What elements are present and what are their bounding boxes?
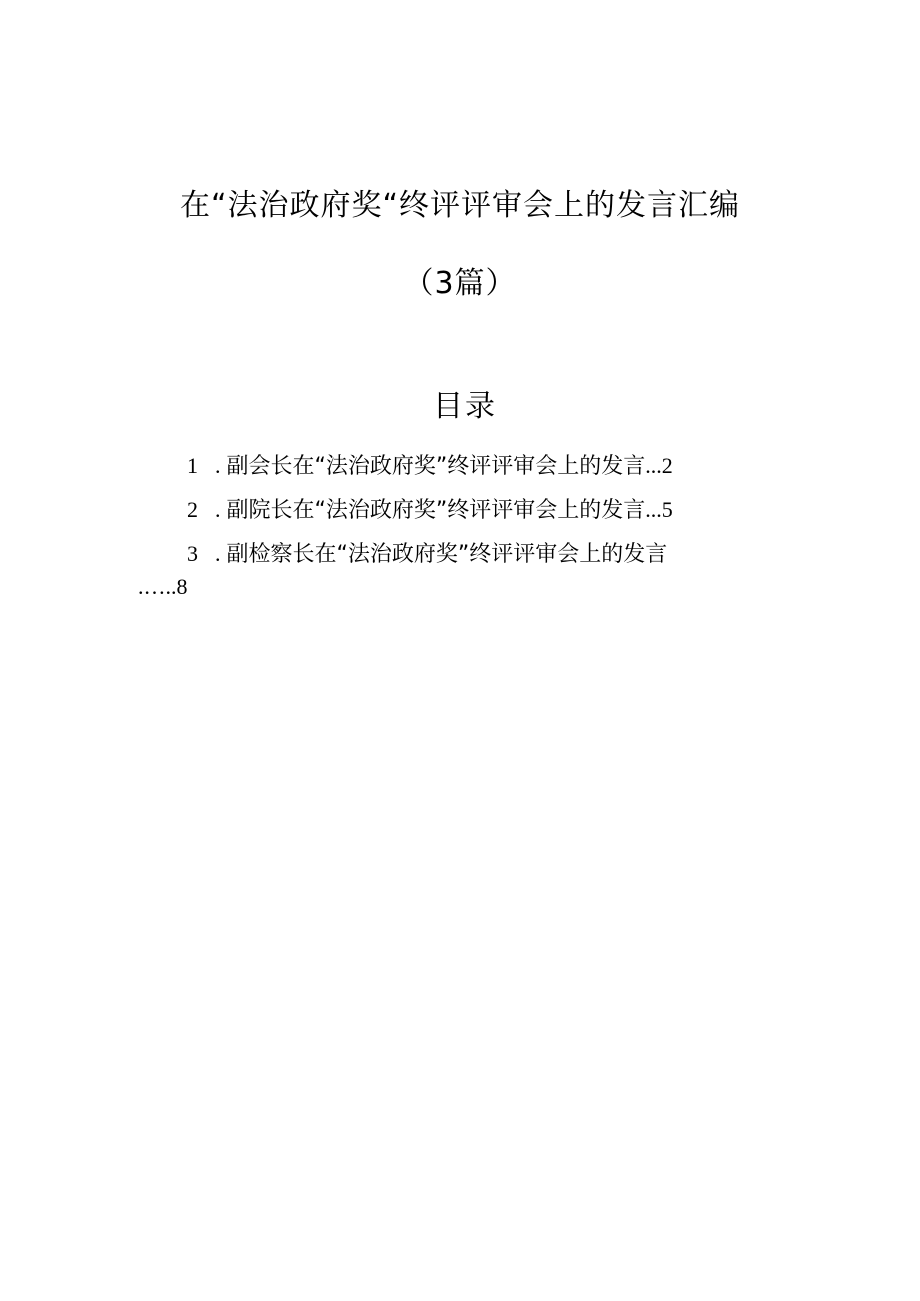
toc-entry-number: 3: [187, 541, 198, 566]
toc-entry-page: 2: [661, 453, 673, 478]
toc-entry-text: 副会长在“法治政府奖”终评评审会上的发言: [226, 454, 646, 479]
toc-entry-page: 8: [176, 574, 188, 599]
toc-entry-separator: .: [215, 453, 221, 478]
toc-entry-separator: .: [215, 541, 221, 566]
toc-heading: 目录: [433, 389, 497, 424]
toc-entry-2[interactable]: [187, 496, 673, 525]
document-title: 在“法治政府奖“终评评审会上的发言汇编: [179, 188, 741, 223]
toc-entry-3[interactable]: [187, 540, 667, 569]
toc-entry-leader: ...: [645, 453, 662, 478]
toc-entry-3-continuation: [138, 573, 188, 601]
toc-entry-number: 1: [187, 453, 198, 478]
toc-entry-page: 5: [661, 497, 673, 522]
toc-entry-text: 副院长在“法治政府奖”终评评审会上的发言: [226, 498, 646, 523]
toc-entry-separator: .: [215, 497, 221, 522]
toc-entry-text: 副检察长在“法治政府奖”终评评审会上的发言: [226, 542, 668, 567]
toc-entry-number: 2: [187, 497, 198, 522]
toc-entry-leader: .…..: [138, 574, 177, 599]
toc-entry-leader: ...: [645, 497, 662, 522]
document-subtitle: （3篇）: [403, 266, 517, 301]
toc-entry-1[interactable]: [187, 452, 673, 481]
